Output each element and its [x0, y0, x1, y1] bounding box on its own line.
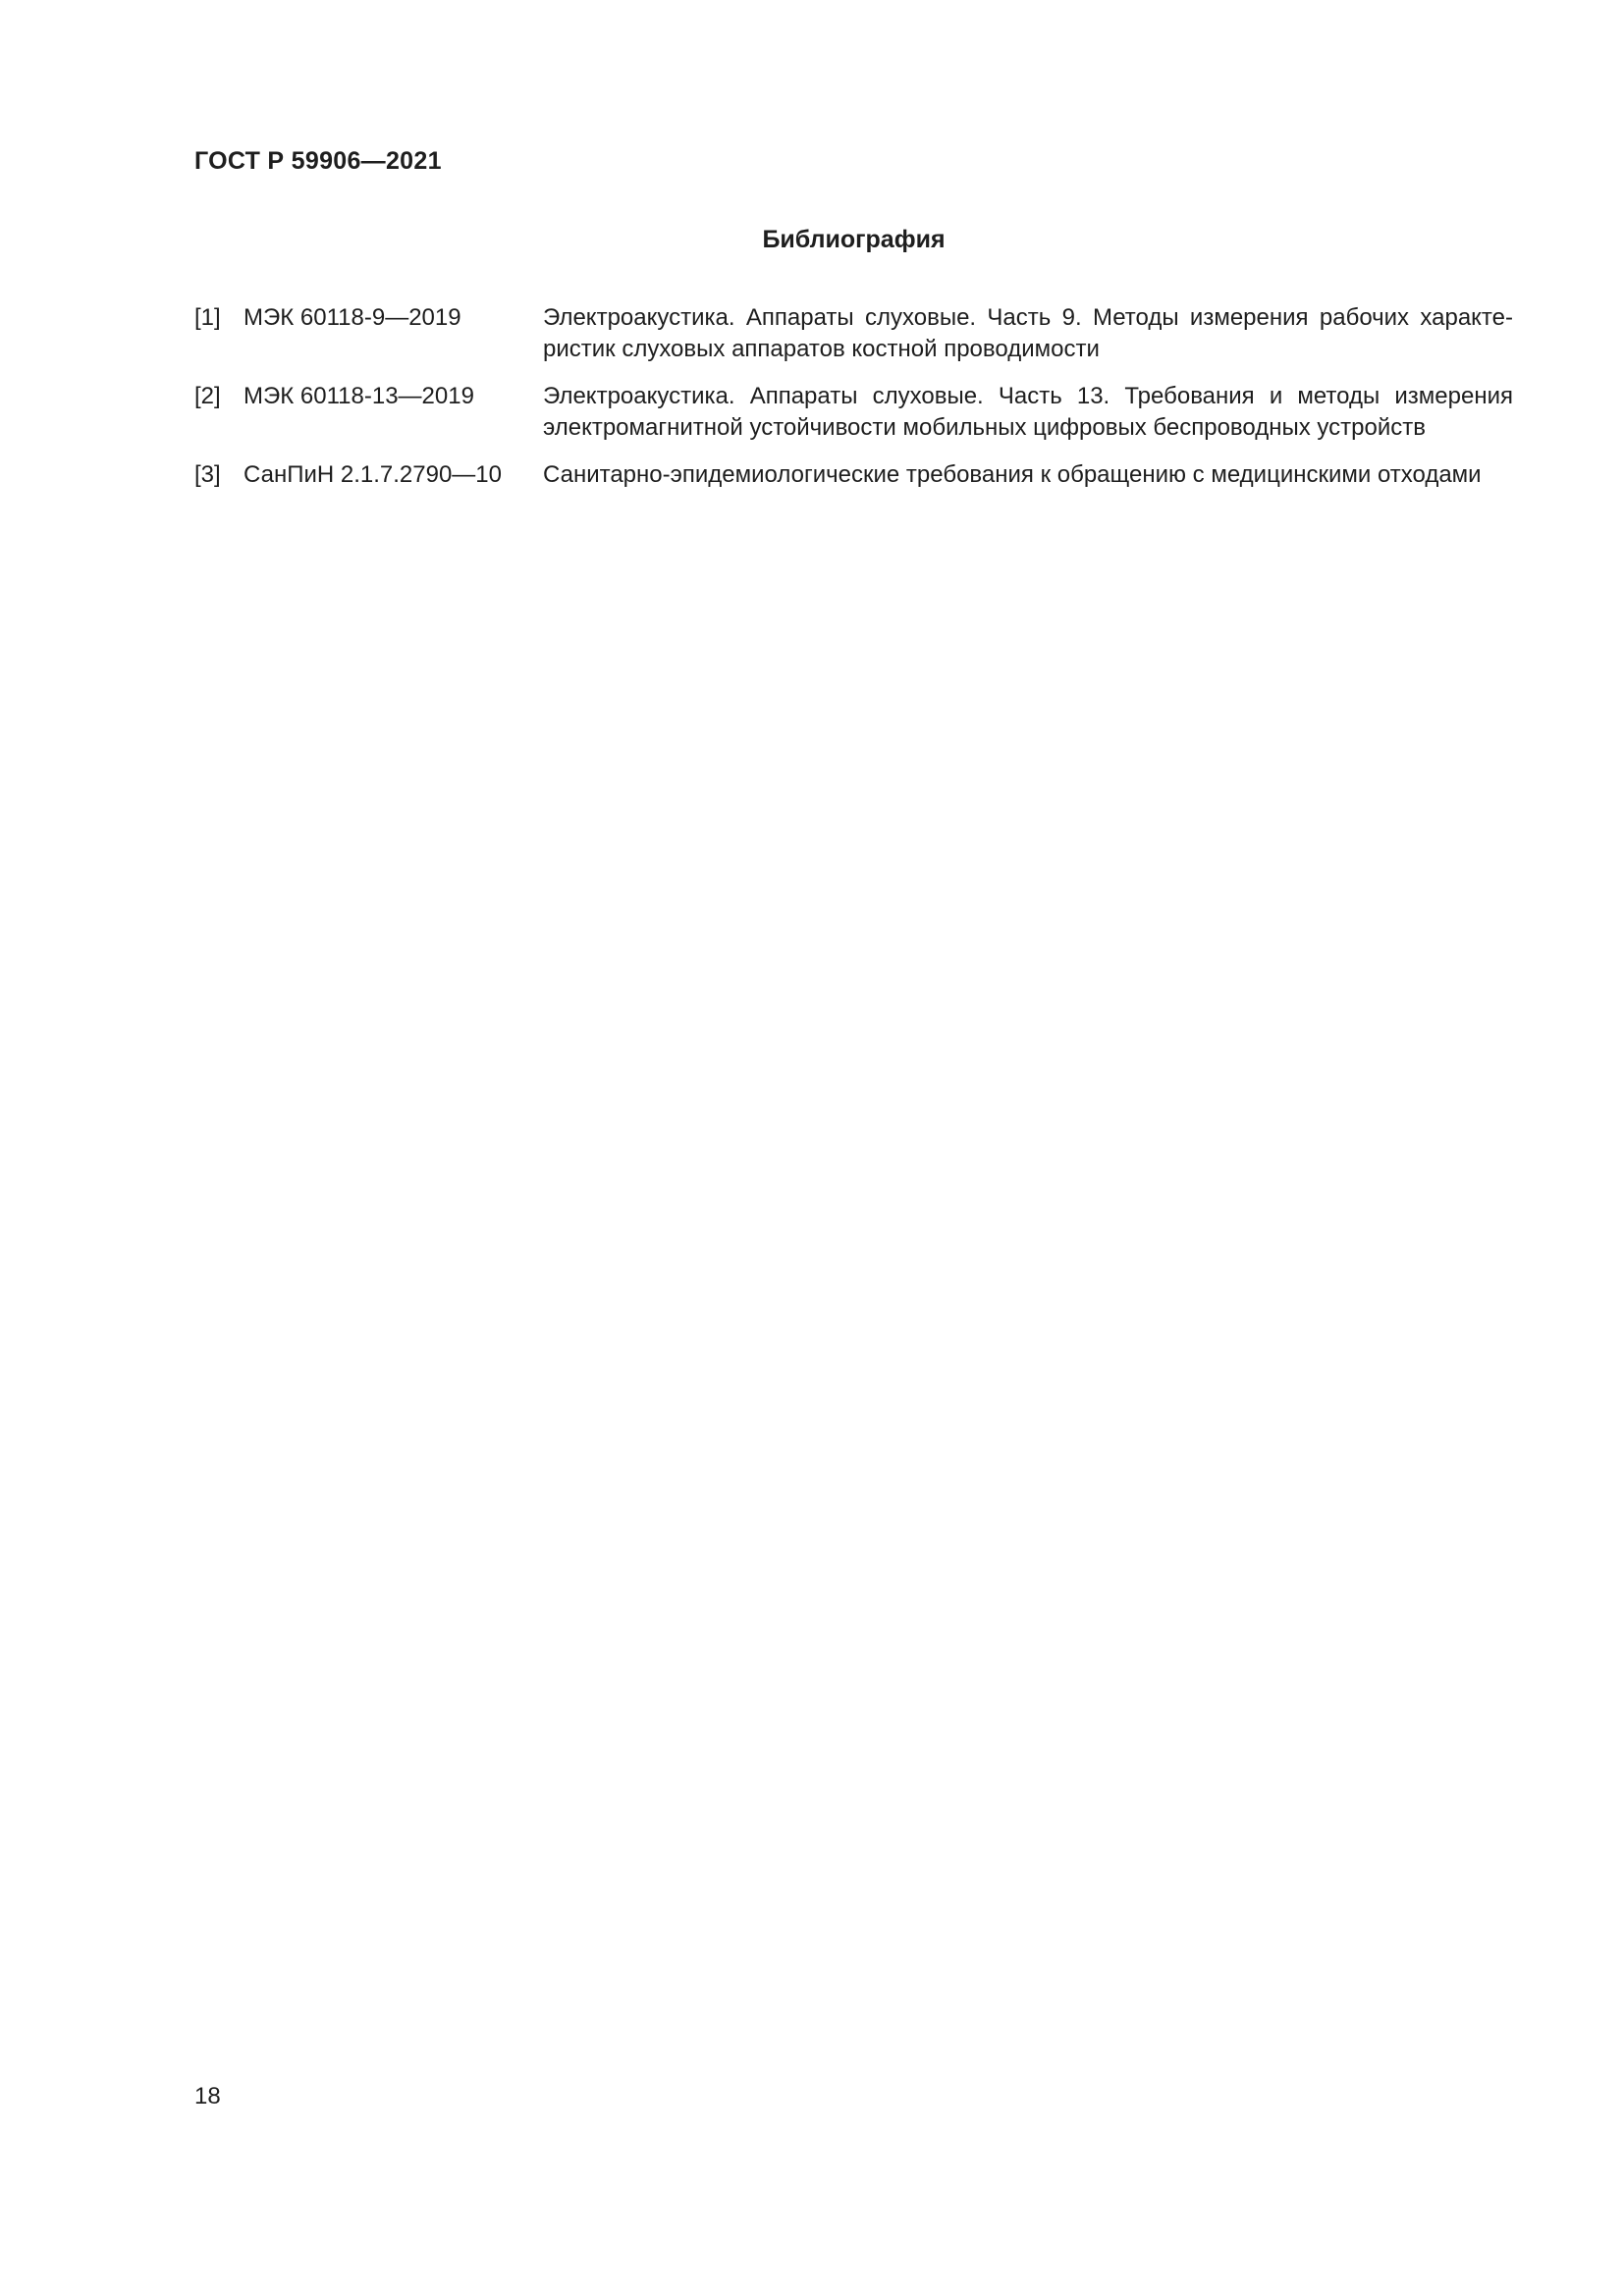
entry-number: [2]	[194, 383, 221, 409]
entry-number: [1]	[194, 304, 221, 331]
document-code-header: ГОСТ Р 59906—2021	[194, 147, 442, 175]
bibliography-list	[194, 302, 1513, 507]
entry-standard-code: МЭК 60118-13—2019	[244, 383, 474, 409]
section-title: Библиография	[762, 226, 946, 253]
entry-title	[543, 381, 1513, 444]
entry-title-line: электромагнитной устойчивости мобильных цифровых беспроводных устройств	[543, 414, 1426, 441]
entry-title-line: Электроакустика. Аппараты слуховые. Часть 13. Требования и методы измерения	[543, 383, 1513, 409]
entry-title-line: ристик слуховых аппаратов костной проводимости	[543, 336, 1100, 362]
entry-number: [3]	[194, 461, 221, 488]
bibliography-entry	[194, 381, 1513, 444]
bibliography-entry	[194, 459, 1513, 491]
entry-title	[543, 459, 1513, 491]
entry-standard-code: МЭК 60118-9—2019	[244, 304, 461, 331]
entry-standard-code: СанПиН 2.1.7.2790—10	[244, 461, 502, 488]
bibliography-entry	[194, 302, 1513, 365]
entry-title-line: Электроакустика. Аппараты слуховые. Часть 9. Методы измерения рабочих характе-	[543, 304, 1513, 331]
entry-title	[543, 302, 1513, 365]
entry-title-line: Санитарно-эпидемиологические требования к обращению с медицинскими отходами	[543, 461, 1482, 488]
page-number: 18	[194, 2083, 221, 2109]
